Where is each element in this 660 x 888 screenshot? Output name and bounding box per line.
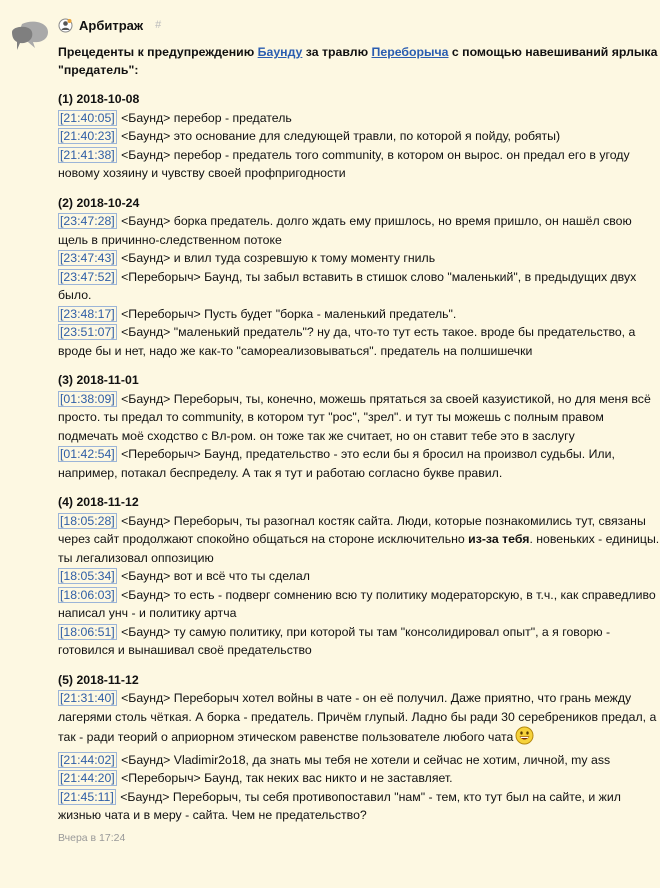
message-text: <Баунд> ту самую политику, при которой ты там "консолидировал опыт", а я говорю - готовился и вынашивал своё предательство [58, 624, 611, 657]
precedent-section [58, 493, 660, 660]
chat-bubbles-icon [8, 18, 50, 58]
user-link-perborych[interactable]: Переборыча [371, 45, 449, 59]
message-text: <Баунд> Переборыч хотел войны в чате - он её получил. Даже приятно, что грань между лагерями столь чёткая. А борка - предатель. Причём глупый. Ладно бы ради 30 серебреников предал, а так - ради теорий о априорном этическом равенстве пользователе любого чата [58, 691, 657, 744]
message-timestamp-link[interactable]: [21:44:02] [60, 752, 115, 767]
precedent-section [58, 194, 660, 361]
message-text: <Баунд> это основание для следующей травли, по которой я пойду, робяты) [117, 129, 561, 143]
chat-message [58, 689, 660, 751]
chat-message [58, 586, 660, 623]
chat-message [58, 249, 660, 268]
message-timestamp-link[interactable]: [23:47:43] [60, 251, 115, 265]
chat-message [58, 788, 660, 825]
grin-smiley-icon [515, 726, 534, 751]
message-timestamp-link[interactable]: [21:31:40] [60, 691, 115, 705]
message-text: <Переборыч> Баунд, так неких вас никто и не заставляет. [117, 771, 453, 785]
section-date: (2) 2018-10-24 [58, 195, 140, 210]
message-timestamp-link[interactable]: [21:44:20] [60, 771, 115, 785]
post-intro: Прецеденты к предупреждению Бaунду за травлю Переборыча с помощью навешиваний ярлыка "предатель": [58, 45, 658, 77]
chat-message [58, 305, 660, 324]
precedent-section [58, 371, 660, 482]
message-timestamp-link[interactable]: [01:38:09] [60, 391, 115, 406]
message-text: <Баунд> Vladimir2o18, да знать мы тебя не хотели и сейчас не хотим, личной, my ass [117, 752, 611, 767]
message-timestamp-link[interactable]: [21:41:38] [60, 147, 115, 162]
section-date: (5) 2018-11-12 [58, 672, 139, 687]
message-text: <Баунд> Переборыч, ты, конечно, можешь прятаться за своей казуистикой, но для меня всё просто. ты предал то community, в котором тут "рос", "зрел". и тут ты можешь с полным правом подмечать моё сходство с Вл-ром. он тоже так же считает, но он ставит тебе это в заслугу [58, 391, 651, 443]
message-timestamp-link[interactable]: [23:51:07] [60, 325, 115, 339]
message-text: <Баунд> "маленький предатель"? ну да, что-то тут есть такое. вроде бы предательство, а вроде бы и нет, надо же как-то "самореализовываться". предатель на полшишечки [58, 325, 636, 358]
post-header [58, 14, 660, 36]
message-timestamp-link[interactable]: [23:47:28] [60, 214, 115, 228]
message-text: <Переборыч> Баунд, предательство - это если бы я бросил на произвол судьбы. Или, например, потакал беспределу. А так я тут и работаю согласно букве правил. [58, 447, 615, 480]
message-text: <Баунд> вот и всё что ты сделал [117, 569, 310, 583]
message-bold-text: из-за тебя [468, 532, 530, 546]
message-text: <Переборыч> Баунд, ты забыл вставить в стишок слово "маленький", в предыдущих двух было. [58, 269, 637, 302]
username[interactable]: Арбитраж [79, 17, 144, 33]
message-timestamp-link[interactable]: [21:40:05] [60, 110, 115, 125]
user-badge-icon[interactable] [58, 18, 73, 33]
message-timestamp-link[interactable]: [21:40:23] [60, 129, 115, 143]
message-text: <Баунд> Переборыч, ты себя противопоставил "нам" - тем, кто тут был на сайте, и жил жизнью чата и в меру - сайта. Чем не предательство? [58, 789, 621, 822]
chat-message [58, 769, 660, 788]
precedent-section [58, 90, 660, 183]
message-timestamp-link[interactable]: [18:05:28] [60, 513, 115, 528]
message-timestamp-link[interactable]: [18:06:51] [60, 624, 115, 639]
chat-message [58, 390, 660, 446]
message-text: . новеньких - единицы. ты легализовал оппозицию [58, 532, 660, 565]
precedent-section [58, 671, 660, 825]
message-timestamp-link[interactable]: [23:48:17] [60, 306, 115, 321]
message-text: <Баунд> борка предатель. долго ждать ему пришлось, но время пришло, он нашёл свою щель в причинно-следственном потоке [58, 214, 632, 247]
chat-message [58, 146, 660, 183]
chat-message [58, 323, 660, 360]
message-timestamp-link[interactable]: [23:47:52] [60, 269, 115, 284]
user-link-bound[interactable]: Бaунду [257, 45, 303, 59]
message-text: <Баунд> то есть - подверг сомнению всю ту политику модераторскую, в т.ч., как справедливо написал унч - и политику артча [58, 587, 656, 620]
chat-message [58, 445, 660, 482]
message-timestamp-link[interactable]: [18:05:34] [60, 569, 115, 583]
message-text: <Переборыч> Пусть будет "борка - маленький предатель". [117, 306, 457, 321]
chat-message [58, 268, 660, 305]
post-anchor-link[interactable]: # [155, 19, 162, 31]
section-date: (3) 2018-11-01 [58, 373, 139, 387]
message-timestamp-link[interactable]: [01:42:54] [60, 447, 115, 461]
message-text: <Баунд> и влил туда созревшую к тому моменту гниль [117, 251, 436, 265]
chat-message [58, 109, 660, 128]
chat-message [58, 751, 660, 770]
message-text: <Баунд> перебор - предатель того community, в котором он вырос. он предал его в угоду новому хозяину и чувству своей профпригодности [58, 147, 630, 180]
chat-message [58, 127, 660, 146]
forum-post [58, 14, 660, 844]
chat-message [58, 567, 660, 586]
chat-message [58, 512, 660, 568]
section-date: (1) 2018-10-08 [58, 92, 140, 106]
message-timestamp-link[interactable]: [18:06:03] [60, 587, 115, 602]
chat-message [58, 623, 660, 660]
post-timestamp: Вчера в 17:24 [58, 831, 126, 844]
message-text: <Баунд> Переборыч, ты разогнал костяк сайта. Люди, которые познакомились тут, связаны через сайт продолжают спокойно общаться на стороне исключительно [58, 513, 646, 546]
precedent-sections [58, 90, 660, 825]
message-text: <Баунд> перебор - предатель [117, 110, 292, 125]
section-date: (4) 2018-11-12 [58, 495, 139, 509]
chat-message [58, 212, 660, 249]
message-timestamp-link[interactable]: [21:45:11] [60, 789, 114, 804]
